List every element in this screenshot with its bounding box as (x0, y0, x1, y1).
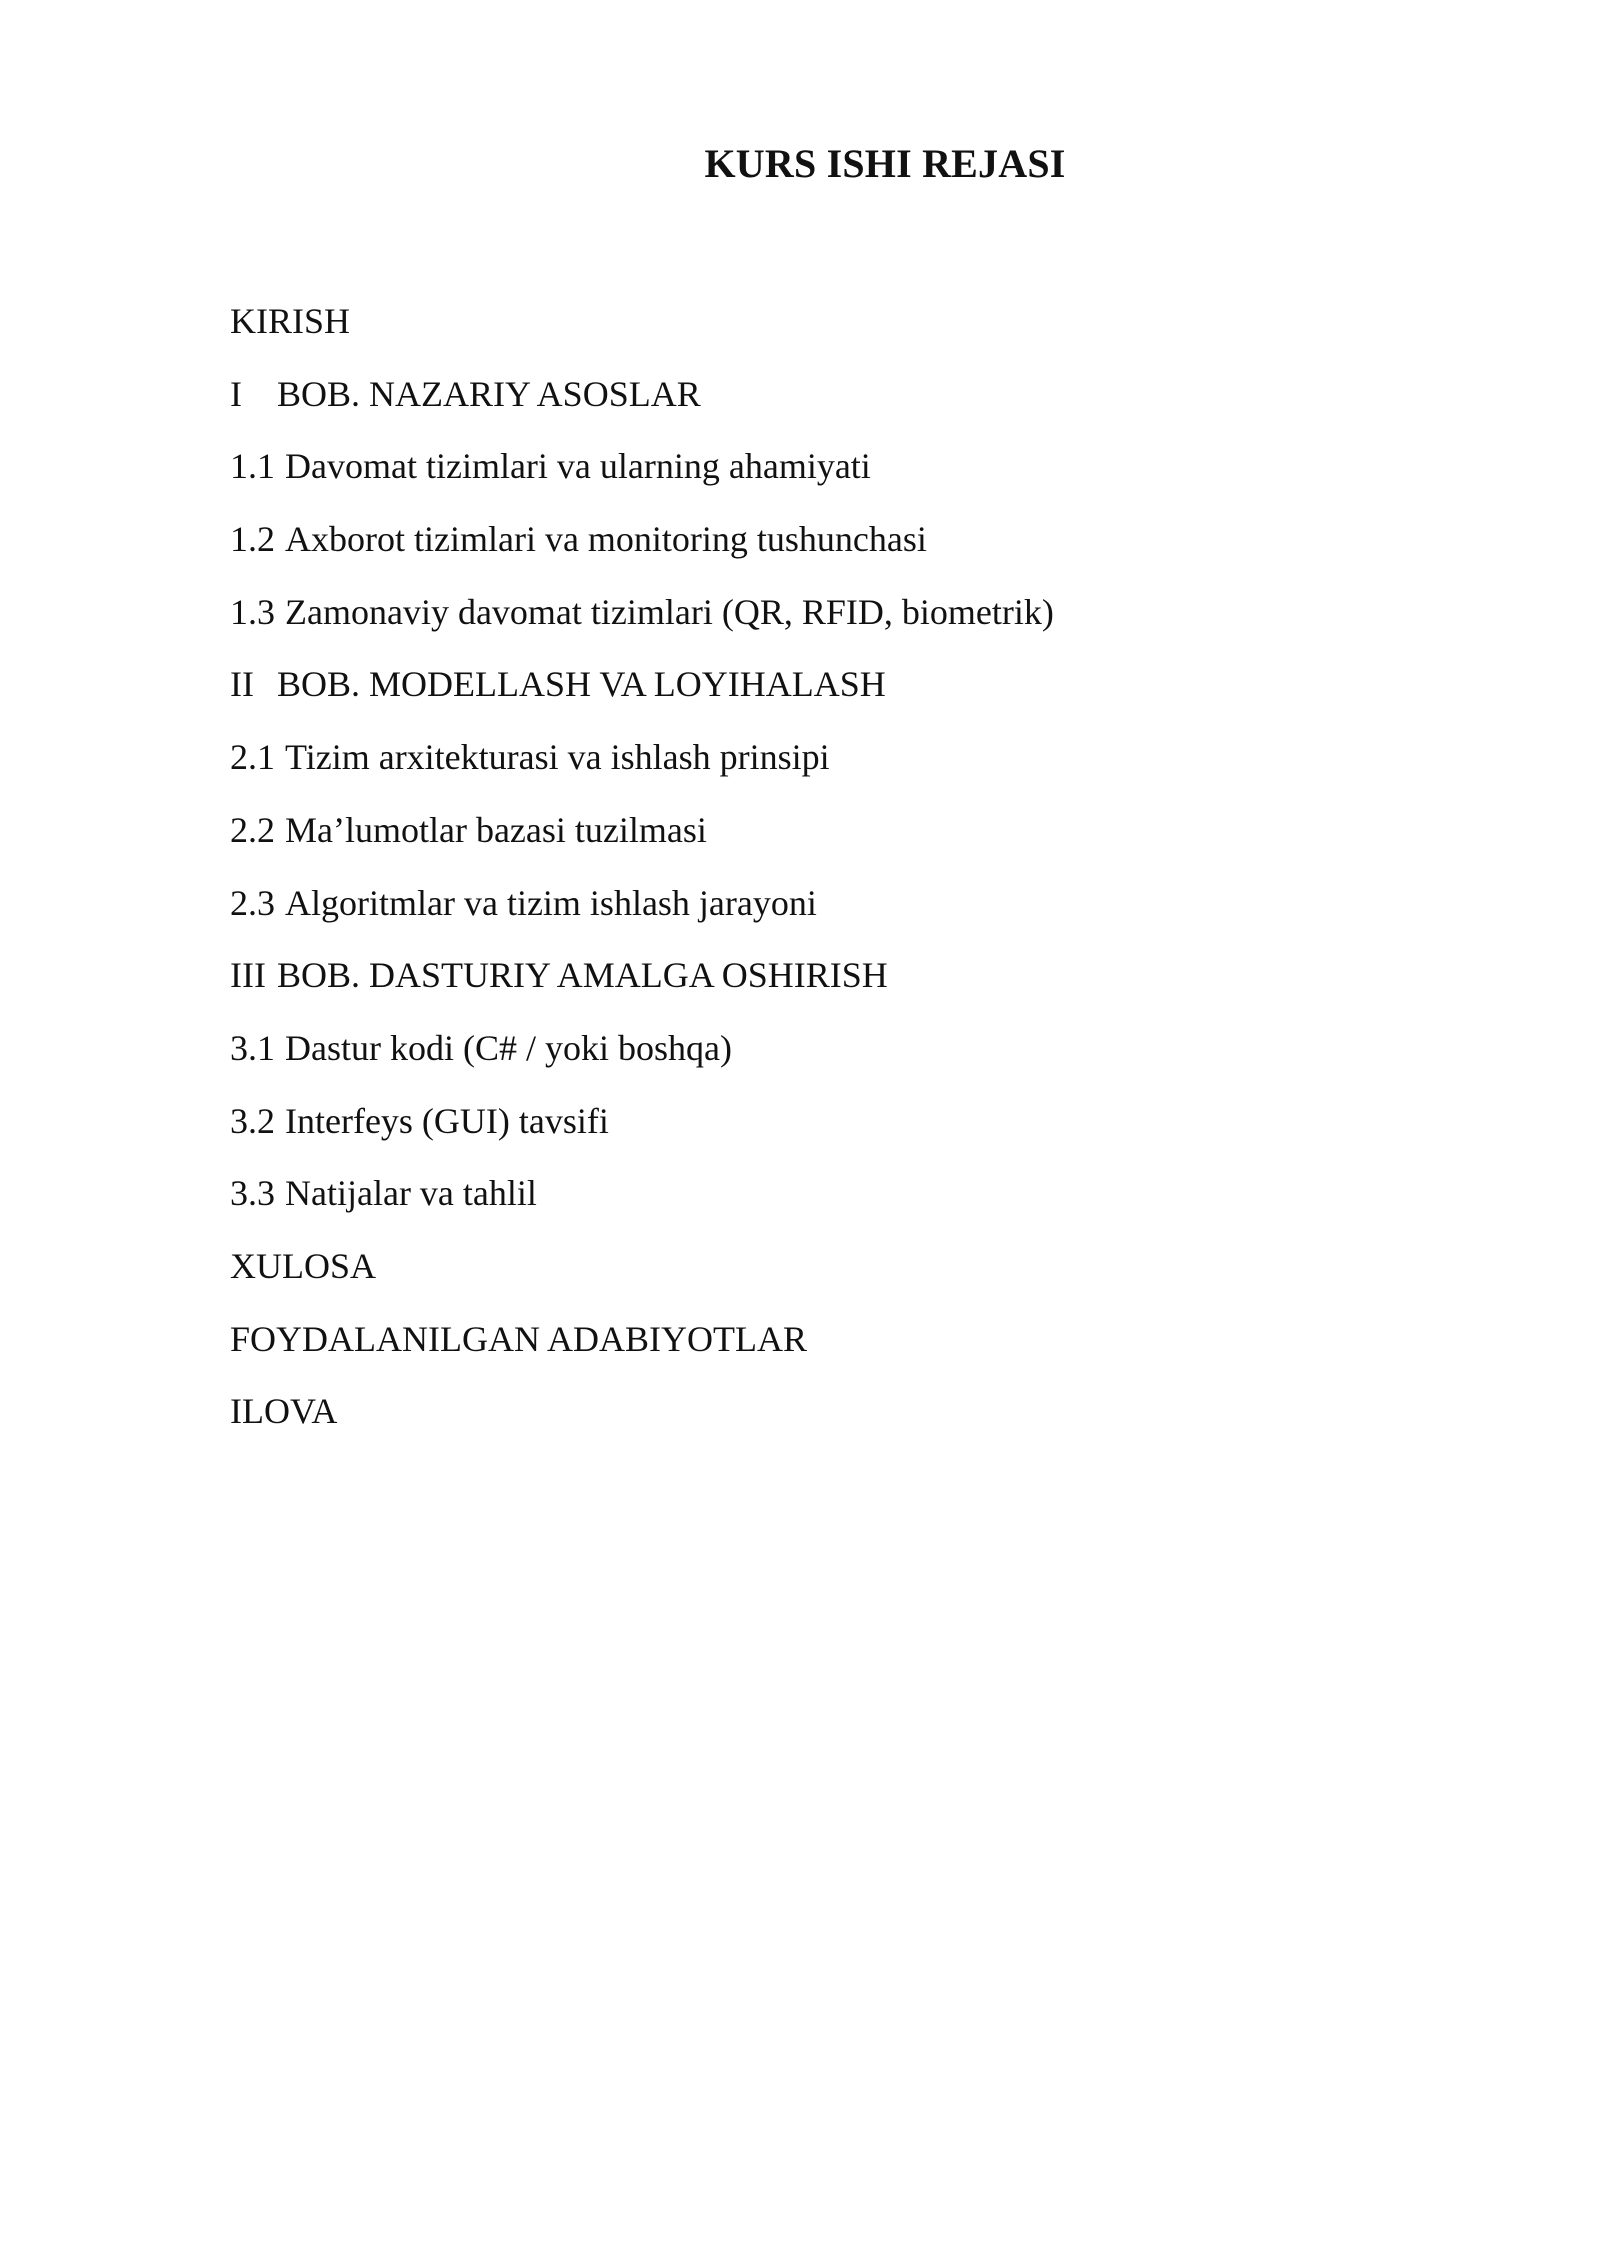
toc-item-label: Tizim arxitekturasi va ishlash prinsipi (285, 737, 830, 778)
toc-chapter-1 (230, 358, 1400, 431)
toc-section-3-2 (230, 1085, 1400, 1158)
toc-item-label: Dastur kodi (C# / yoki boshqa) (285, 1027, 732, 1068)
toc-section-1-2 (230, 503, 1400, 576)
toc-section-number: 3.2 (230, 1100, 275, 1141)
toc-chapter-number: III (230, 955, 266, 996)
toc-item-label: Ma’lumotlar bazasi tuzilmasi (285, 809, 707, 850)
toc-section-number: 3.1 (230, 1027, 275, 1068)
toc-chapter-number: I (230, 373, 242, 414)
table-of-contents (230, 285, 1400, 1448)
toc-section-number: 2.1 (230, 737, 275, 778)
toc-item-label: ILOVA (230, 1391, 338, 1432)
toc-item-label: BOB. NAZARIY ASOSLAR (277, 373, 701, 414)
toc-item-label: BOB. DASTURIY AMALGA OSHIRISH (277, 955, 888, 996)
toc-section-3-1 (230, 1012, 1400, 1085)
toc-section-2-2 (230, 794, 1400, 867)
toc-item-label: Interfeys (GUI) tavsifi (285, 1100, 609, 1141)
toc-item-ilova (230, 1375, 1400, 1448)
toc-chapter-2 (230, 648, 1400, 721)
toc-item-label: Zamonaviy davomat tizimlari (QR, RFID, biometrik) (285, 591, 1054, 632)
toc-item-label: Algoritmlar va tizim ishlash jarayoni (285, 882, 817, 923)
toc-item-label: KIRISH (230, 301, 351, 341)
toc-item-label: Davomat tizimlari va ularning ahamiyati (285, 446, 871, 487)
toc-item-label: XULOSA (230, 1245, 377, 1286)
toc-item-label: BOB. MODELLASH VA LOYIHALASH (277, 664, 886, 705)
toc-section-2-1 (230, 721, 1400, 794)
toc-section-number: 3.3 (230, 1173, 275, 1214)
toc-section-number: 1.2 (230, 519, 275, 560)
toc-section-2-3 (230, 867, 1400, 940)
toc-section-1-3 (230, 576, 1400, 649)
toc-item-xulosa (230, 1230, 1400, 1303)
toc-item-kirish (230, 285, 1400, 358)
toc-section-number: 2.3 (230, 882, 275, 923)
toc-item-label: Natijalar va tahlil (285, 1173, 537, 1214)
toc-section-number: 2.2 (230, 809, 275, 850)
toc-chapter-3 (230, 939, 1400, 1012)
toc-item-foydalanilgan-adabiyotlar (230, 1303, 1400, 1376)
toc-item-label: FOYDALANILGAN ADABIYOTLAR (230, 1318, 807, 1359)
toc-section-number: 1.3 (230, 591, 275, 632)
toc-item-label: Axborot tizimlari va monitoring tushunchasi (285, 519, 927, 560)
toc-chapter-number: II (230, 664, 254, 705)
toc-section-number: 1.1 (230, 446, 275, 487)
toc-section-3-3 (230, 1157, 1400, 1230)
toc-section-1-1 (230, 430, 1400, 503)
page-title: KURS ISHI REJASI (704, 141, 1066, 186)
